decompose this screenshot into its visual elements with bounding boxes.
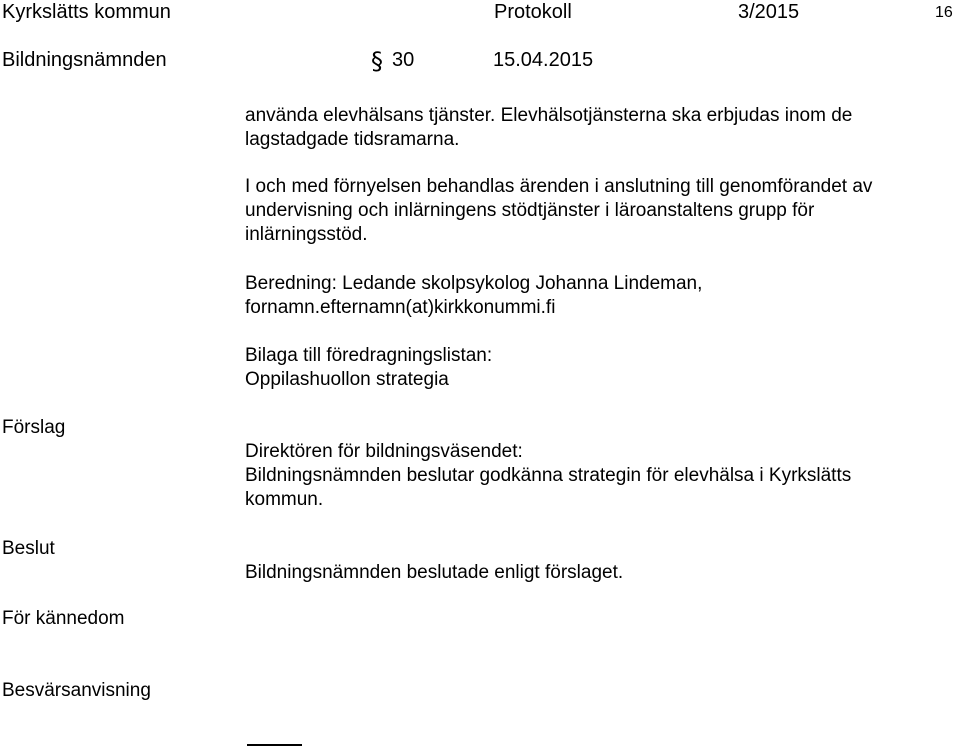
- text-line: undervisning och inlärningens stödtjänster i läroanstaltens grupp för: [245, 200, 815, 221]
- text-line: inlärningsstöd.: [245, 224, 368, 245]
- text-line: Bilaga till föredragningslistan:: [245, 345, 493, 366]
- document-type: Protokoll: [494, 1, 572, 23]
- section-number: 30: [392, 49, 415, 71]
- paragraph-elevhalsa: [245, 104, 852, 152]
- label-proposal: Förslag: [2, 417, 66, 438]
- text-line: Beredning: Ledande skolpsykolog Johanna Lindeman,: [245, 273, 703, 294]
- paragraph-bilaga: [245, 344, 492, 392]
- paragraph-beredning: [245, 272, 702, 320]
- text-line: använda elevhälsans tjänster. Elevhälsotjänsterna ska erbjudas inom de: [245, 105, 853, 126]
- page-number: 16: [935, 4, 953, 21]
- section-sign: §: [371, 47, 383, 75]
- text-line: Oppilashuollon strategia: [245, 369, 449, 390]
- text-line: Direktören för bildningsväsendet:: [245, 441, 523, 462]
- meeting-date: 15.04.2015: [493, 49, 594, 71]
- committee-name: Bildningsnämnden: [2, 49, 167, 71]
- paragraph-decision: [245, 561, 623, 585]
- text-line: Bildningsnämnden beslutar godkänna strategin för elevhälsa i Kyrkslätts: [245, 465, 852, 486]
- municipality-name: Kyrkslätts kommun: [2, 1, 171, 23]
- label-for-info: För kännedom: [2, 608, 125, 629]
- paragraph-proposal: [245, 440, 851, 512]
- paragraph-fornyelse: [245, 175, 872, 247]
- text-line: Bildningsnämnden beslutade enligt förslaget.: [245, 562, 624, 583]
- label-decision: Beslut: [2, 538, 55, 559]
- document-number: 3/2015: [738, 1, 800, 23]
- text-line: kommun.: [245, 489, 324, 510]
- text-line: I och med förnyelsen behandlas ärenden i anslutning till genomförandet av: [245, 176, 873, 197]
- text-line: fornamn.efternamn(at)kirkkonummi.fi: [245, 297, 556, 318]
- label-appeal: Besvärsanvisning: [2, 680, 151, 701]
- signature-rule: [247, 744, 302, 746]
- text-line: lagstadgade tidsramarna.: [245, 129, 460, 150]
